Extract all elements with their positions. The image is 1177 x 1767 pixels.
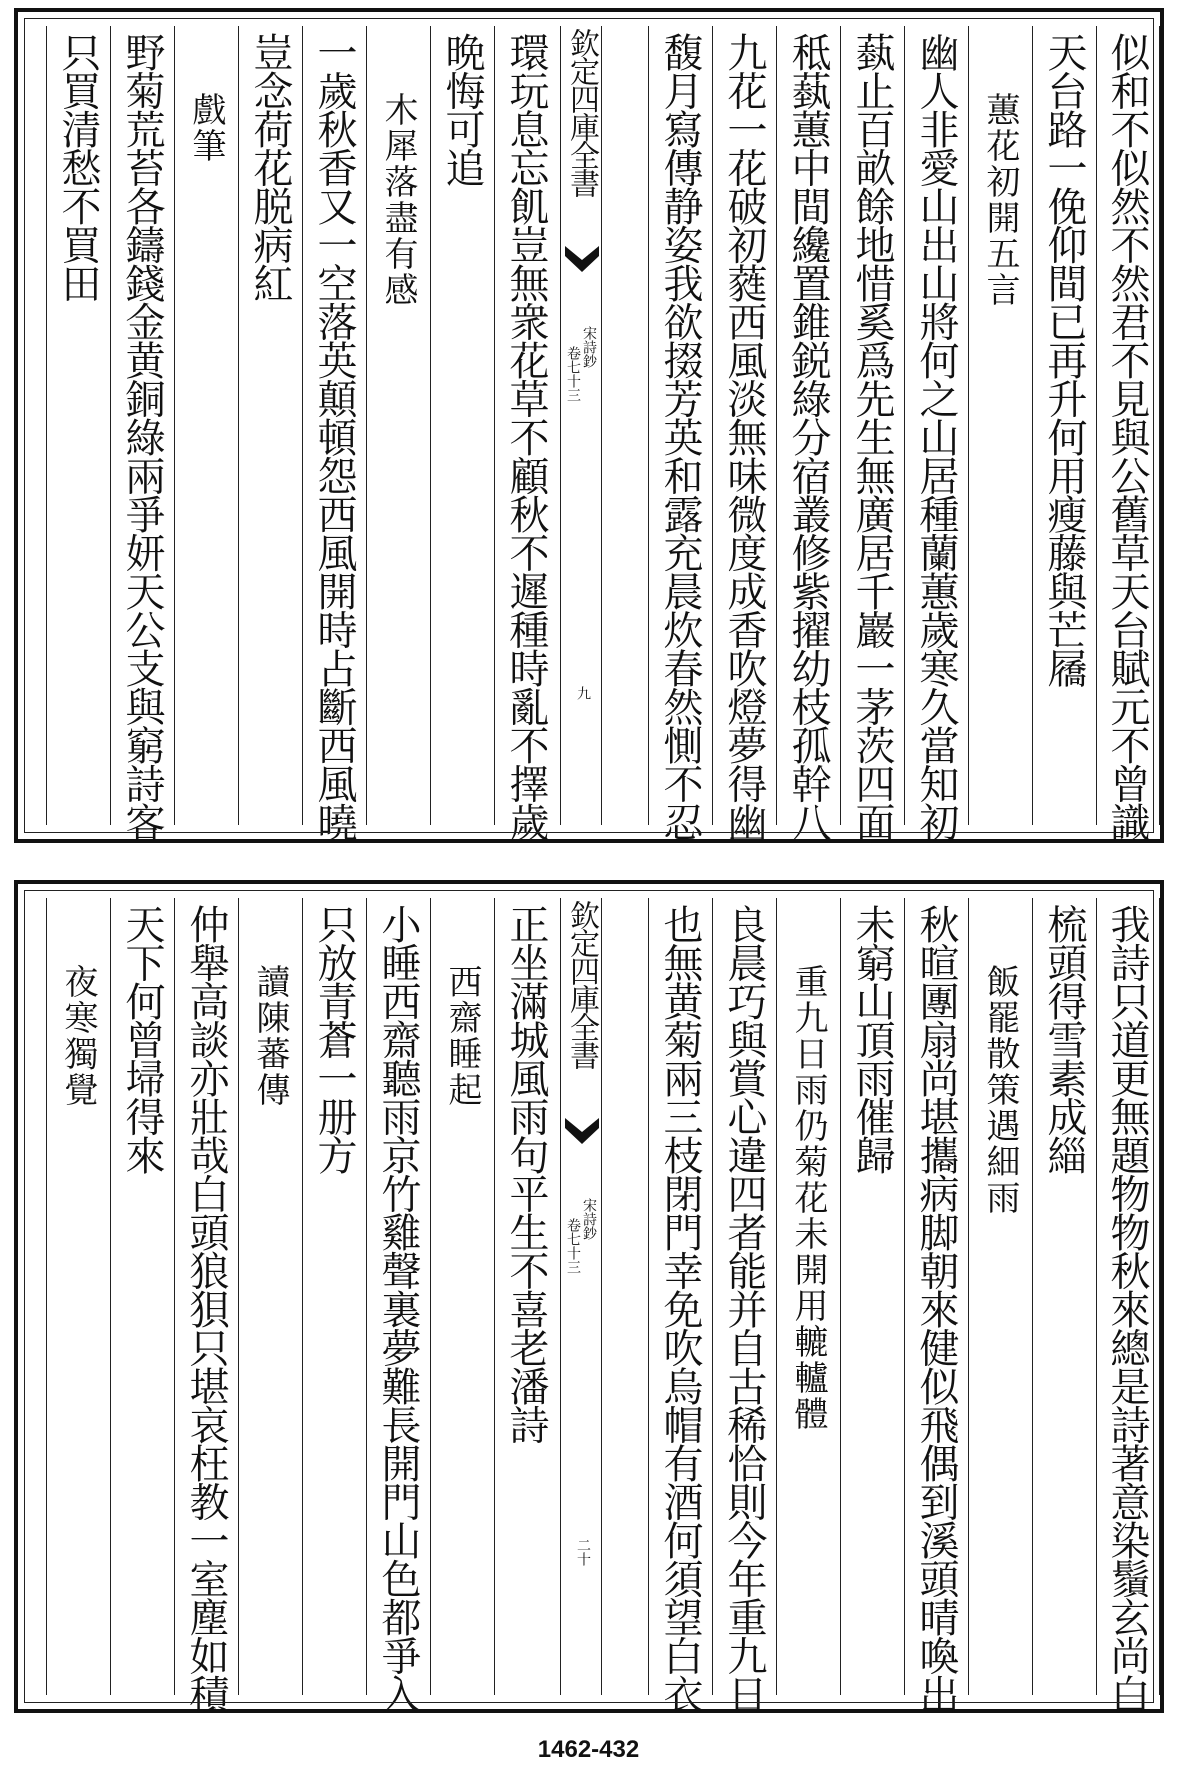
column-text: 天台路一俛仰間已再升何用瘦藤與芒屩 <box>1041 32 1087 687</box>
text-column <box>776 898 840 1695</box>
text-column <box>366 898 430 1713</box>
text-column <box>840 26 904 841</box>
text-column <box>174 898 238 1713</box>
text-column <box>968 898 1032 1695</box>
column-text: 小睡西齋聽雨京竹雞聲裏夢難長開門山色都爭入 <box>375 904 421 1713</box>
text-column <box>494 898 558 1695</box>
column-text: 九花一花破初蕤西風淡無味微度成香吹燈夢得幽 <box>721 32 767 841</box>
text-column <box>840 898 904 1695</box>
poem-title: 西齋睡起 <box>442 964 482 1108</box>
fishtail-mark-icon <box>565 1118 599 1148</box>
column-text: 只買清愁不買田 <box>55 32 101 302</box>
gutter-book-title: 宋詩鈔 <box>581 326 597 368</box>
text-column <box>1032 898 1096 1695</box>
text-column <box>174 26 238 825</box>
column-text: 良晨巧與賞心違四者能并自古稀恰則今年重九日 <box>721 904 767 1713</box>
column-text: 也無黄菊兩三枝閉門幸免吹烏帽有酒何須望白衣 <box>657 904 703 1713</box>
bottom-page <box>14 880 1164 1713</box>
gutter-volume: 卷七十三 <box>565 1218 581 1274</box>
text-column <box>648 26 712 841</box>
text-column <box>110 898 174 1695</box>
gutter-title: 欽定四庫全書 <box>564 900 599 1068</box>
poem-title: 飯罷散策遇細雨 <box>980 964 1020 1216</box>
column-text: 豈念荷花脱病紅 <box>247 32 293 302</box>
text-column <box>366 26 430 825</box>
column-text: 我詩只道更無題物物秋來總是詩著意染鬚玄尚白 <box>1104 904 1150 1713</box>
text-column <box>238 26 302 825</box>
poem-title: 讀陳蕃傳 <box>250 964 290 1108</box>
text-column <box>302 26 366 841</box>
text-column <box>776 26 840 841</box>
page-footer-number: 1462-432 <box>537 1736 640 1763</box>
text-column <box>968 26 1032 825</box>
text-column <box>712 26 776 841</box>
poem-title: 重九日雨仍菊花未開用轆轤體 <box>788 964 828 1432</box>
text-column <box>904 26 968 841</box>
column-text: 馥月寫傳静姿我欲掇芳英和露充晨炊春然惻不忍 <box>657 32 703 841</box>
center-gutter <box>560 898 602 1695</box>
text-column <box>430 898 494 1695</box>
column-text: 仲舉高談亦壯哉白頭狼狽只堪哀枉教一室塵如積 <box>183 904 229 1713</box>
top-page <box>14 8 1164 843</box>
column-text: 未窮山頂雨催歸 <box>849 904 895 1174</box>
center-gutter <box>560 26 602 825</box>
poem-title: 戲筆 <box>186 92 226 164</box>
text-column <box>46 898 110 1695</box>
gutter-page-number: 九 <box>575 686 591 700</box>
fishtail-mark-icon <box>565 246 599 276</box>
text-column <box>904 898 968 1713</box>
text-column <box>110 26 174 841</box>
text-column <box>302 898 366 1695</box>
column-text: 秋暄團扇尚堪攜病脚朝來健似飛偶到溪頭晴喚出 <box>913 904 959 1713</box>
text-column <box>494 26 558 841</box>
gutter-book-title: 宋詩鈔 <box>581 1198 597 1240</box>
column-text: 梳頭得雪素成緇 <box>1041 904 1087 1174</box>
column-text: 晩悔可追 <box>439 32 485 186</box>
gutter-volume: 卷七十三 <box>565 346 581 402</box>
text-column <box>1032 26 1096 825</box>
text-column <box>46 26 110 825</box>
poem-title: 蕙花初開五言 <box>980 92 1020 308</box>
column-text: 秪蓺蕙中間纔置錐鋭綠分宿叢修紫擢幼枝孤幹八 <box>785 32 831 841</box>
text-column <box>712 898 776 1713</box>
column-text: 野菊荒苔各鑄錢金黄銅綠兩爭妍天公支與窮詩客 <box>119 32 165 841</box>
text-column <box>1096 26 1160 841</box>
text-column <box>238 898 302 1695</box>
column-text: 天下何曾埽得來 <box>119 904 165 1174</box>
column-text: 環玩息忘飢豈無衆花草不顧秋不遲種時亂不擇歲 <box>503 32 549 841</box>
gutter-title: 欽定四庫全書 <box>564 28 599 196</box>
gutter-page-number: 二十 <box>575 1538 591 1566</box>
column-text: 一歲秋香又一空落英顛頓怨西風開時占斷西風曉 <box>311 32 357 841</box>
column-text: 正坐滿城風雨句平生不喜老潘詩 <box>503 904 549 1443</box>
column-text: 幽人非愛山出山將何之山居種蘭蕙歲寒久當知初 <box>913 32 959 841</box>
text-column <box>430 26 494 825</box>
poem-title: 木犀落盡有感 <box>378 92 418 308</box>
text-column <box>648 898 712 1713</box>
text-column <box>1096 898 1160 1713</box>
column-text: 蓺止百畝餘地惜奚爲先生無廣居千巖一茅茨四面 <box>849 32 895 841</box>
column-text: 只放青蒼一册方 <box>311 904 357 1174</box>
poem-title: 夜寒獨覺 <box>58 964 98 1108</box>
column-text: 似和不似然不然君不見與公舊草天台賦元不曾識 <box>1104 32 1150 841</box>
